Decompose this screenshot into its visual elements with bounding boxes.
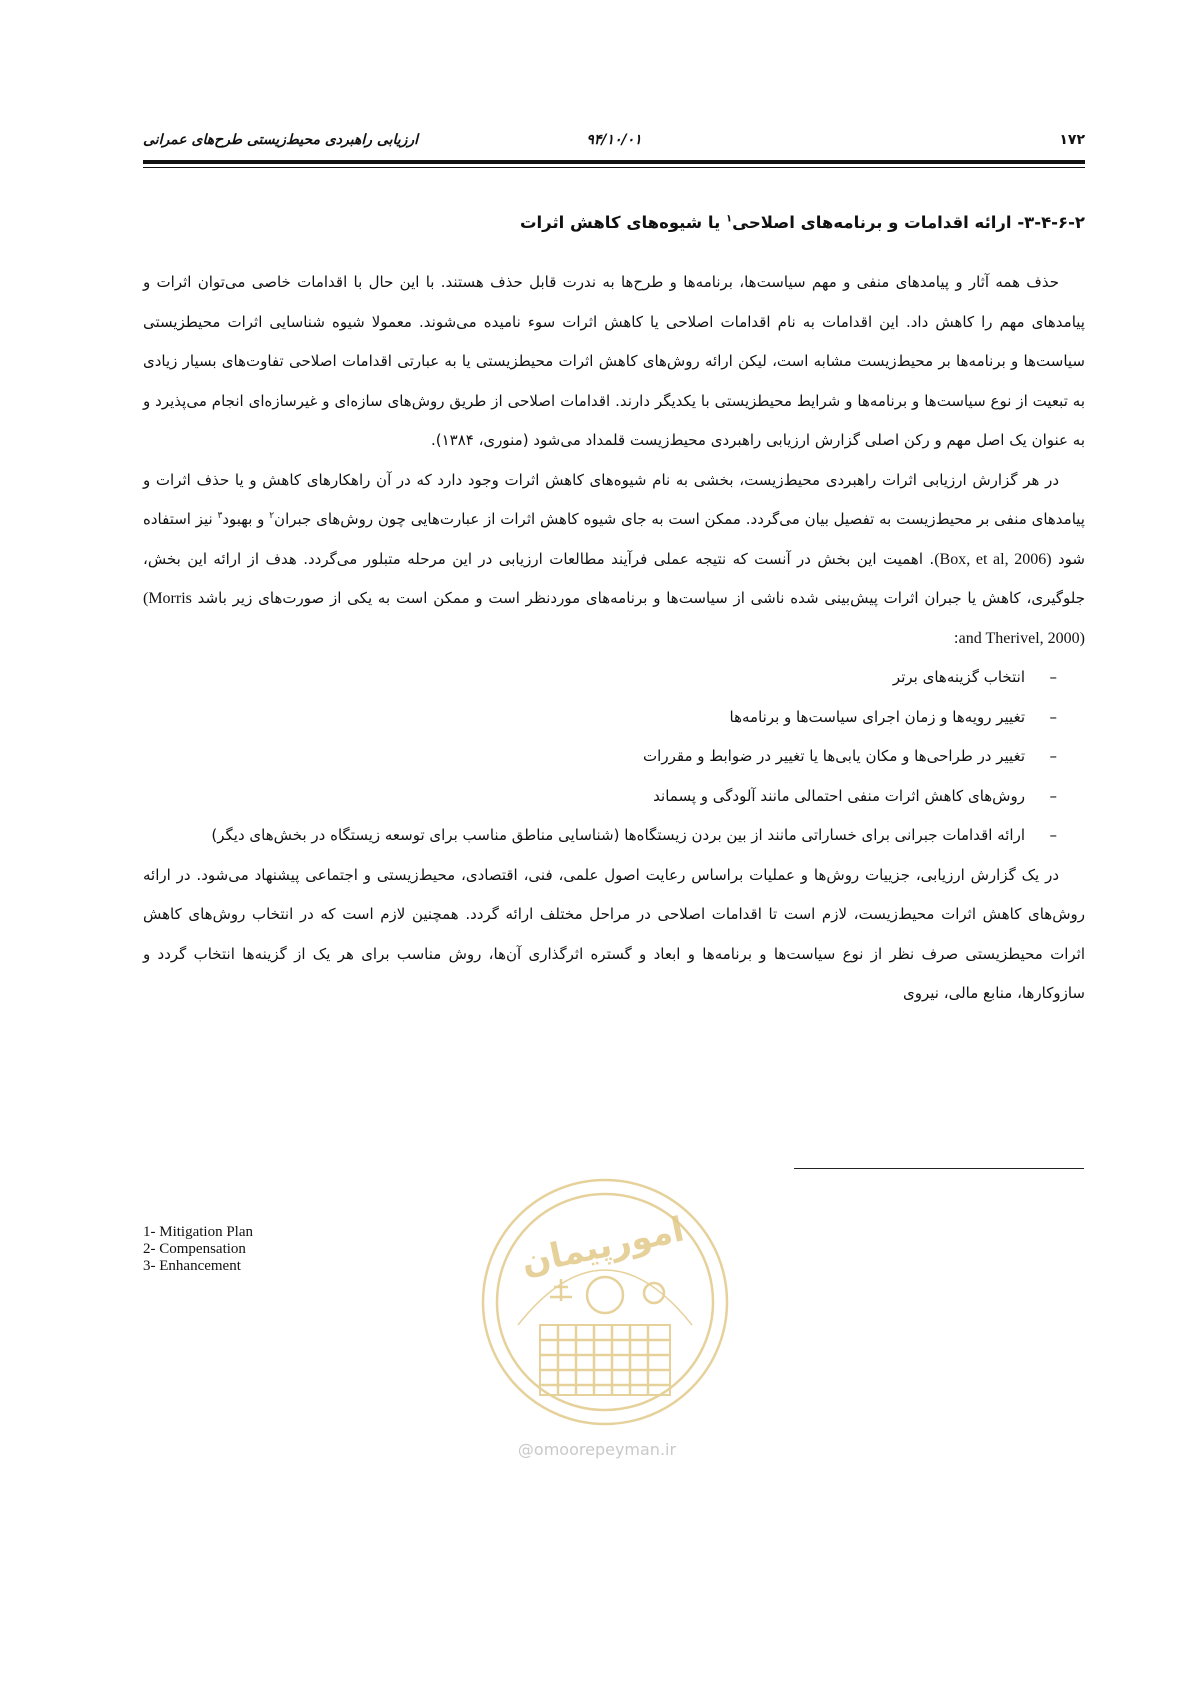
footnote-rule [794,1168,1084,1169]
list-item [143,698,1085,738]
list-item-text: روش‌های کاهش اثرات منفی احتمالی مانند آلودگی و پسماند [653,786,1025,805]
citation-morris: (Morris and Therivel, 2000) [143,590,1085,647]
heading-footnote-ref: ۱ [726,213,733,225]
heading-tail: یا شیوه‌های کاهش اثرات [519,213,727,232]
citation-box: (Box, et al, 2006) [934,550,1052,568]
dash-marker: – [1049,668,1057,686]
list-item-text: تغییر در طراحی‌ها و مکان یابی‌ها یا تغییر در ضوابط و مقررات [643,747,1025,765]
watermark-seal [478,1175,732,1429]
dash-marker: – [1049,826,1057,844]
dash-marker: – [1049,707,1057,726]
page-number: ۱۷۲ [1059,132,1085,148]
body-text [143,263,1085,1014]
heading-text: ۳-۴-۶-۲- ارائه اقدامات و برنامه‌های اصلاحی [732,213,1085,232]
footnote-3: 3- Enhancement [143,1258,241,1274]
p2-text-c: نیز استفاده شود [143,510,1085,568]
p2-text-b: و بهبود [222,510,270,528]
list-item-text: ارائه اقدامات جبرانی برای خساراتی مانند از بین بردن زیستگاه‌ها (شناسایی مناطق مناسب برای توسعه زیستگاه در بخش‌های دیگر) [211,826,1025,844]
list-item [143,658,1085,698]
dash-marker: – [1049,786,1057,805]
p2-text-d: . اهمیت این بخش در آنست که نتیجه عملی فرآیند مطالعات ارزیابی در این مرحله متبلور می‌گردد. هدف از ارائه این بخش، جلوگیری، کاهش یا جبران اثرات پیش‌بینی شده ناشی از سیاست‌ها و برنامه‌های موردنظر است و ممکن است به یکی از صورت‌های زیر باشد [143,549,1085,607]
footnotes [143,1224,253,1275]
footnote-ref-3: ۳ [217,511,223,521]
watermark-site: @omoorepeyman.ir [517,1440,677,1459]
p2-text-a: در هر گزارش ارزیابی اثرات راهبردی محیط‌زیست، بخشی به نام شیوه‌های کاهش اثرات وجود دارد که در آن راهکارهای کاهش و یا حذف اثرات و پیامدهای منفی بر محیط‌زیست به تفصیل بیان می‌گردد. ممکن است به جای شیوه کاهش اثرات از عبارت‌هایی چون روش‌های جبران [143,470,1085,528]
list-item-text: انتخاب گزینه‌های برتر [892,668,1025,686]
footnote-1: 1- Mitigation Plan [143,1224,253,1240]
header-rule-thin [143,167,1085,168]
svg-text:امورپیمان: امورپیمان [517,1209,688,1283]
book-title: ارزیابی راهبردی محیط‌زیستی طرح‌های عمرانی [143,132,419,148]
header-date: ۹۴/۱۰/۰۱ [586,132,642,148]
list-item-text: تغییر رویه‌ها و زمان اجرای سیاست‌ها و برنامه‌ها [729,707,1025,726]
paragraph-3: در یک گزارش ارزیابی، جزییات روش‌ها و عملیات براساس رعایت اصول علمی، فنی، اقتصادی، محیط‌زیستی و اجتماعی پیشنهاد می‌شود. در ارائه روش‌های کاهش اثرات محیط‌زیست، لازم است تا اقدامات اصلاحی در مراحل مختلف ارائه گردد. همچنین لازم است که در انتخاب روش‌های کاهش اثرات محیطزیستی صرف نظر از نوع سیاست‌ها و برنامه‌ها و ابعاد و گستره اثرگذاری آن‌ها، روش مناسب برای هر یک از گزینه‌ها انتخاب گردد و سازوکارها، منابع مالی، نیروی [143,865,1085,1002]
list-item [143,737,1085,777]
p2-text-e: : [953,628,959,647]
list-item [143,777,1085,817]
paragraph-2 [143,461,1085,659]
paragraph-1: حذف همه آثار و پیامدهای منفی و مهم سیاست‌ها، برنامه‌ها و طرح‌ها به ندرت قابل حذف هستند. با این حال با اقدامات خاصی می‌توان اثرات و پیامدهای مهم را کاهش داد. این اقدامات به نام اقدامات اصلاحی یا کاهش اثرات سوء نامیده می‌شوند. معمولا شیوه شناسایی اثرات محیطزیستی سیاست‌ها و برنامه‌ها بر محیط‌زیست مشابه است، لیکن ارائه روش‌های کاهش اثرات محیطزیستی یا به عبارتی اقدامات اصلاحی تفاوت‌های بسیار زیادی به تبعیت از نوع سیاست‌ها و برنامه‌ها و شرایط محیطزیستی با یکدیگر دارند. اقدامات اصلاحی از طریق روش‌های سازه‌ای و غیرسازه‌ای انجام می‌پذیرد و به عنوان یک اصل مهم و رکن اصلی گزارش ارزیابی راهبردی محیط‌زیست قلمداد می‌شود (منوری، ۱۳۸۴). [143,273,1085,449]
bullet-list [143,658,1085,856]
footnote-2: 2- Compensation [143,1241,246,1257]
running-header [143,128,1085,156]
dash-marker: – [1049,747,1057,765]
footnote-ref-2: ۲ [269,511,275,521]
list-item [143,816,1085,856]
section-heading [520,213,1085,232]
header-rule-thick [143,160,1085,164]
